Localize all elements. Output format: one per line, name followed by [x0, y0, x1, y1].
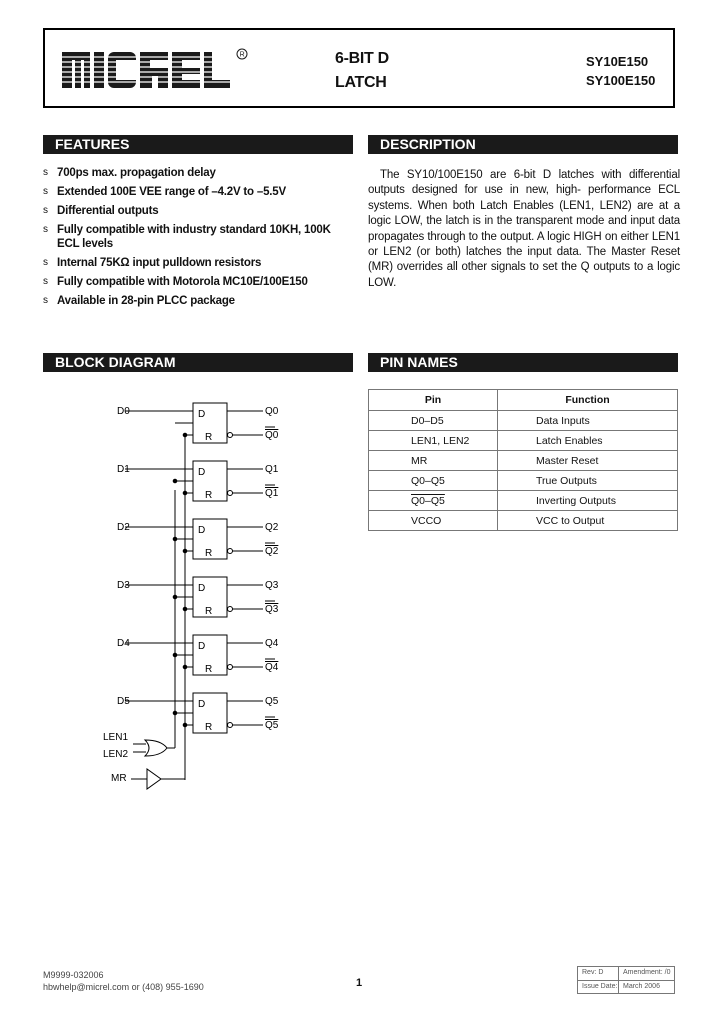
function-cell: VCC to Output — [498, 511, 678, 531]
input-label: D2 — [117, 522, 130, 533]
pin-cell: Q0–Q5 — [369, 471, 498, 491]
rev-label: Rev: D — [582, 969, 604, 976]
input-label: D4 — [117, 638, 130, 649]
table-row — [369, 511, 678, 531]
table-row — [369, 411, 678, 431]
part-number-2: SY100E150 — [586, 73, 656, 88]
pin-names-heading: PIN NAMES — [368, 353, 678, 372]
micrel-logo — [60, 46, 250, 94]
latch-r-label: R — [205, 432, 213, 443]
pin-cell: MR — [369, 451, 498, 471]
pin-names-table — [368, 389, 678, 531]
inverter-bubble — [228, 433, 233, 438]
issue-date: March 2006 — [623, 983, 660, 990]
revision-box — [577, 966, 675, 994]
inverter-bubble — [228, 665, 233, 670]
doc-number: M9999-032006 — [43, 970, 104, 980]
function-cell: Latch Enables — [498, 431, 678, 451]
latch-d-label: D — [198, 583, 206, 594]
feature-item: s Differential outputs — [43, 205, 159, 217]
table-header-row — [369, 390, 678, 411]
true-output-label: Q0 — [265, 406, 279, 417]
input-label: D3 — [117, 580, 130, 591]
inverter-bubble — [228, 491, 233, 496]
pin-cell: D0–D5 — [369, 411, 498, 431]
table-row — [369, 491, 678, 511]
latch-d-label: D — [198, 525, 206, 536]
true-output-label: Q1 — [265, 464, 279, 475]
description-text: The SY10/100E150 are 6-bit D latches with differential outputs designed for use in new, high- performance ECL systems. When both Latch Enables (LEN1, LEN2) are at a logic LOW, the latch is in the transparent mode and input data propagates through to the output. A logic HIGH on either LEN1 or LEN2 (or both) latches the input data. The Master Reset (MR) overrides all other signals to set the Q outputs to a logic LOW. — [368, 169, 680, 289]
junction-dot — [173, 479, 177, 483]
latch-d-label: D — [198, 699, 206, 710]
latch-d-label: D — [198, 467, 206, 478]
len2-label: LEN2 — [103, 749, 129, 760]
doc-title-line2: LATCH — [335, 74, 387, 91]
doc-title-line1: 6-BIT D — [335, 50, 389, 67]
features-list — [43, 166, 353, 313]
latch-d-label: D — [198, 409, 206, 420]
table-row — [369, 431, 678, 451]
inverter-bubble — [228, 607, 233, 612]
issue-label: Issue Date: — [582, 983, 618, 990]
inv-output-label: Q3 — [265, 604, 279, 615]
pin-cell: LEN1, LEN2 — [369, 431, 498, 451]
page-number: 1 — [356, 977, 363, 989]
table-row — [369, 451, 678, 471]
latch-r-label: R — [205, 490, 213, 501]
inv-output-label: Q4 — [265, 662, 279, 673]
input-label: D1 — [117, 464, 130, 475]
block-diagram-heading: BLOCK DIAGRAM — [43, 353, 353, 372]
latch-r-label: R — [205, 664, 213, 675]
function-cell: True Outputs — [498, 471, 678, 491]
buffer-icon — [147, 769, 161, 789]
mr-label: MR — [111, 773, 127, 784]
features-heading: FEATURES — [43, 135, 353, 154]
true-output-label: Q3 — [265, 580, 279, 591]
inverter-bubble — [228, 549, 233, 554]
inv-output-label: Q2 — [265, 546, 279, 557]
true-output-label: Q4 — [265, 638, 279, 649]
block-diagram — [95, 395, 335, 795]
input-label: D0 — [117, 406, 130, 417]
inv-output-label: Q1 — [265, 488, 279, 499]
latch-d-label: D — [198, 641, 206, 652]
input-label: D5 — [117, 696, 130, 707]
contact-info: hbwhelp@micrel.com or (408) 955-1690 — [43, 982, 204, 992]
pin-cell: VCCO — [369, 511, 498, 531]
function-cell: Master Reset — [498, 451, 678, 471]
function-col-header: Function — [498, 390, 678, 411]
true-output-label: Q2 — [265, 522, 279, 533]
description-heading: DESCRIPTION — [368, 135, 678, 154]
feature-item: s 700ps max. propagation delay — [43, 167, 216, 179]
function-cell: Data Inputs — [498, 411, 678, 431]
amend-label: Amendment: /0 — [623, 969, 671, 976]
feature-item: s Available in 28-pin PLCC package — [43, 295, 235, 307]
feature-item: s Fully compatible with Motorola MC10E/100E150 — [43, 276, 308, 288]
latch-r-label: R — [205, 722, 213, 733]
true-output-label: Q5 — [265, 696, 279, 707]
inverter-bubble — [228, 723, 233, 728]
or-gate-icon — [145, 740, 167, 756]
svg-text:R: R — [239, 51, 245, 59]
function-cell: Inverting Outputs — [498, 491, 678, 511]
latch-r-label: R — [205, 606, 213, 617]
latch-r-label: R — [205, 548, 213, 559]
pin-cell: Q0–Q5 — [369, 491, 498, 511]
inv-output-label: Q5 — [265, 720, 279, 731]
feature-item: s Fully compatible with industry standard 10KH, 100K ECL levels — [43, 224, 331, 250]
table-row — [369, 471, 678, 491]
len1-label: LEN1 — [103, 732, 129, 743]
pin-col-header: Pin — [369, 390, 498, 411]
feature-item: s Internal 75KΩ input pulldown resistors — [43, 257, 262, 269]
inv-output-label: Q0 — [265, 430, 279, 441]
feature-item: s Extended 100E VEE range of –4.2V to –5.5V — [43, 186, 286, 198]
part-number-1: SY10E150 — [586, 54, 649, 69]
